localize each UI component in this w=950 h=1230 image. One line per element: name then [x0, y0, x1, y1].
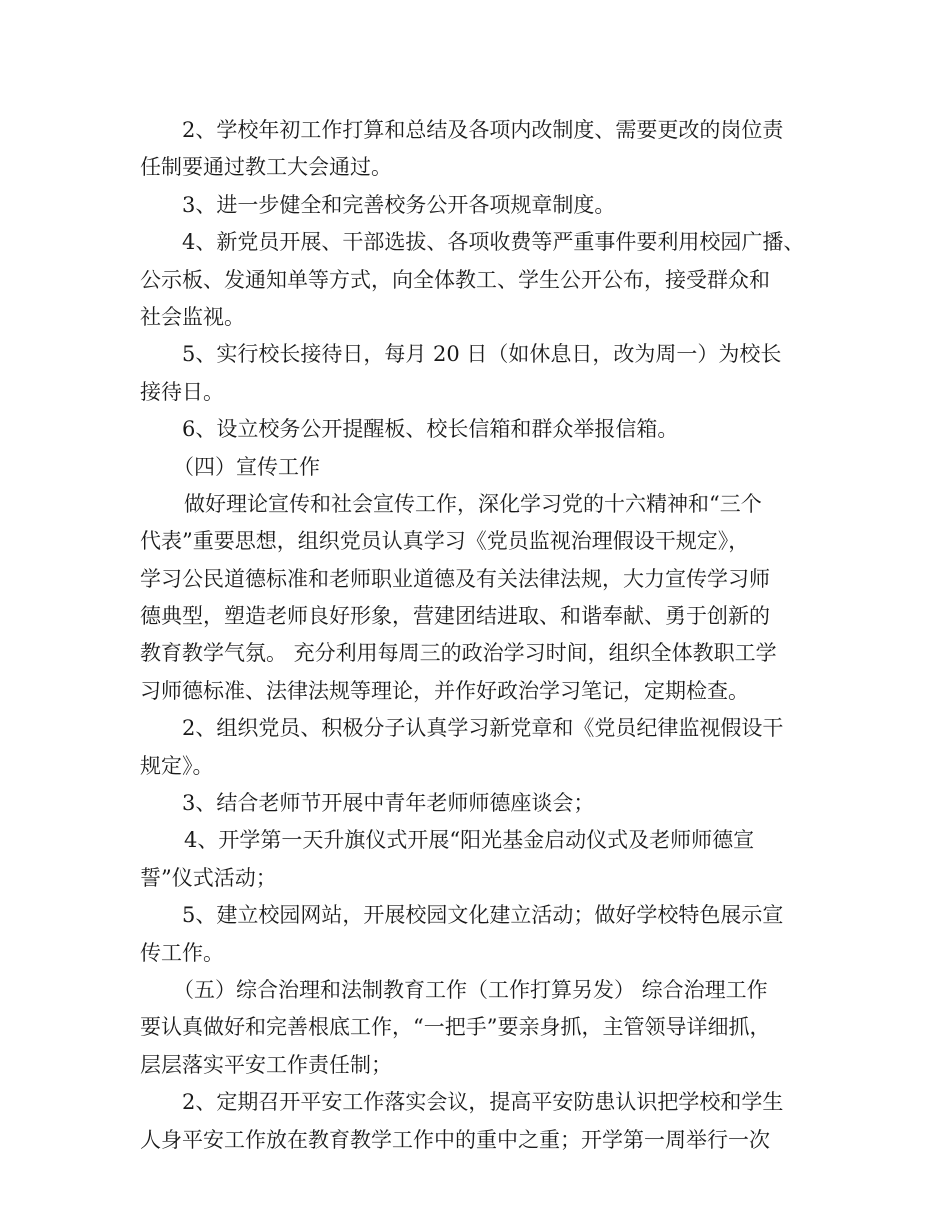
section-heading: （五）综合治理和法制教育工作（工作打算另发） 综合治理工作 [173, 977, 768, 1002]
text-line: 5、实行校长接待日，每月 20 日（如休息日，改为周一）为校长 [182, 342, 782, 367]
text-line: 要认真做好和完善根底工作，“一把手”要亲身抓，主管领导详细抓， [140, 1015, 771, 1040]
text-line: 3、进一步健全和完善校务公开各项规章制度。 [182, 192, 616, 217]
text-line: 接待日。 [140, 379, 224, 404]
text-line: 2、学校年初工作打算和总结及各项内改制度、需要更改的岗位责 [182, 118, 784, 142]
text-line: 6、设立校务公开提醒板、校长信箱和群众举报信箱。 [182, 417, 679, 442]
text-line: 层层落实平安工作责任制； [140, 1052, 392, 1077]
text-line: 德典型，塑造老师良好形象，营建团结进取、和谐奉献、勇于创新的 [140, 604, 770, 629]
text-line: 4、新党员开展、干部选拔、各项收费等严重事件要利用校园广播、 [182, 230, 805, 255]
text-line: 任制要通过教工大会通过。 [140, 155, 392, 180]
text-line: 规定》。 [140, 753, 214, 778]
text-line: 代表”重要思想，组织党员认真学习《党员监视治理假设干规定》， [140, 529, 750, 554]
text-line: 习师德标准、法律法规等理论，并作好政治学习笔记，定期检查。 [140, 678, 749, 703]
text-line: 人身平安工作放在教育教学工作中的重中之重；开学第一周举行一次 [140, 1127, 770, 1152]
text-line: 2、组织党员、积极分子认真学习新党章和《党员纪律监视假设干 [182, 716, 784, 741]
text-line: 做好理论宣传和社会宣传工作，深化学习党的十六精神和“三个 [184, 491, 762, 516]
document-body [140, 112, 820, 1159]
text-line: 誓”仪式活动； [140, 865, 277, 890]
text-line: 社会监视。 [140, 304, 245, 329]
text-line: 教育教学气氛。 充分利用每周三的政治学习时间，组织全体教职工学 [140, 641, 777, 666]
text-line: 公示板、发通知单等方式，向全体教工、学生公开公布，接受群众和 [140, 267, 770, 292]
text-line: 4、开学第一天升旗仪式开展“阳光基金启动仪式及老师师德宣 [184, 828, 755, 853]
text-line: 5、建立校园网站，开展校园文化建立活动；做好学校特色展示宣 [182, 903, 784, 928]
text-line: 3、结合老师节开展中青年老师师德座谈会； [182, 791, 595, 816]
text-line: 2、定期召开平安工作落实会议，提高平安防患认识把学校和学生 [182, 1090, 784, 1115]
text-line: 传工作。 [140, 940, 224, 965]
text-line: 学习公民道德标准和老师职业道德及有关法律法规，大力宣传学习师 [140, 566, 770, 591]
section-heading: （四）宣传工作 [173, 454, 320, 479]
